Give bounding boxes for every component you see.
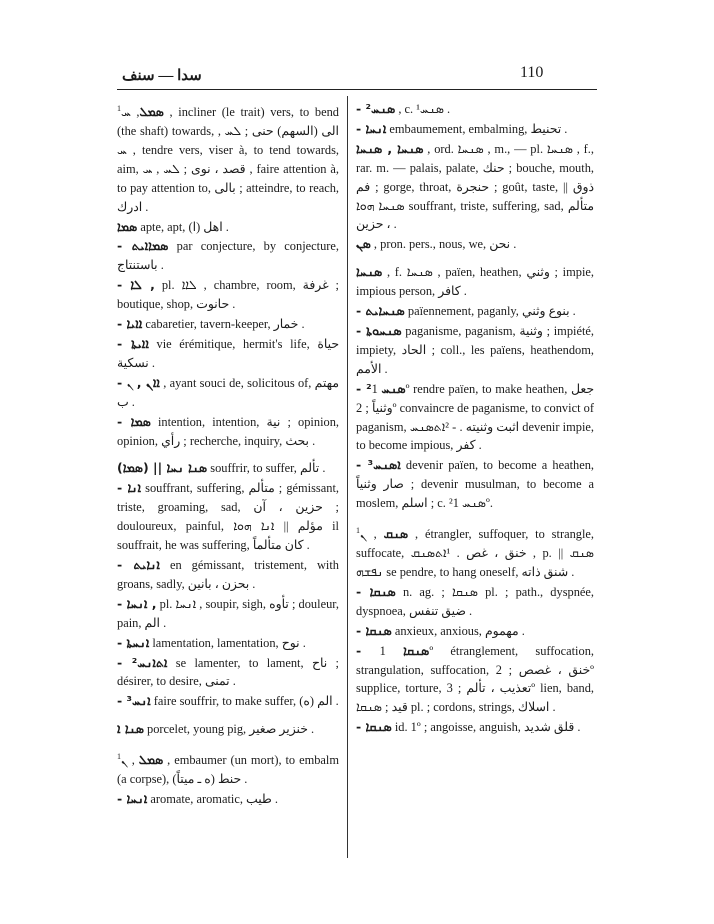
definition-text: , ܚ , incliner (le trait) vers, to bend (the shaft) towards, الى (السهم) حنى ; ܠܚ , ܚ , tendre vers, viser à, to tend towards, aim, قصد ، نوى ; ܠܚ , ܚ , faire attention à, to pay attention to, بالى ; atteindre, to reach, ادرك . bbox=[117, 105, 339, 214]
headword: - ܣܢܩܐ bbox=[356, 622, 392, 638]
homonym-number: 1 bbox=[356, 526, 360, 536]
definition-text: souffrir, to suffer, تألم . bbox=[207, 461, 326, 476]
definition-text: , c. ¹ܣܢܚ . bbox=[395, 102, 451, 116]
headword: - ܐܢܚܬܐ bbox=[117, 634, 150, 650]
definition-text: n. ag. ; ܣܢܩܐ pl. ; path., dyspnée, dyspnoea, ضيق تنفس . bbox=[356, 584, 594, 618]
definition-text: aromate, aromatic, طيب . bbox=[147, 792, 279, 807]
homonym-number: 1 bbox=[117, 104, 121, 113]
dictionary-entry bbox=[356, 322, 594, 379]
dictionary-entry bbox=[117, 276, 339, 314]
headword: ܣܢܩ bbox=[383, 526, 409, 542]
definition-text: embaumement, embalming, تحنيط . bbox=[386, 121, 568, 136]
headword: - ܣܡܐܐܝܬ bbox=[117, 238, 169, 254]
headword: - ܣܢܩܐ bbox=[356, 583, 396, 599]
dictionary-entry bbox=[117, 692, 339, 711]
headword: - ܐܐܝܬܐ bbox=[117, 336, 149, 351]
definition-text: ܢ , ayant souci de, solicitous of, مهتم ب . bbox=[117, 375, 340, 409]
headword: - ²ܣܢܚ bbox=[356, 101, 396, 116]
dictionary-entry bbox=[356, 140, 594, 235]
column-divider bbox=[347, 96, 348, 858]
headword: ܣܢ bbox=[356, 236, 371, 252]
definition-text: faire souffrir, to make suffer, الم (ه) . bbox=[150, 694, 339, 709]
headword: - ܐܢܚܐ bbox=[117, 791, 148, 807]
dictionary-entry bbox=[356, 120, 594, 139]
dictionary-entry bbox=[117, 654, 339, 692]
definition-text: , ord. ܣܢܚܐ , m., — pl. ܣܢܚܐ , f., rar. m. — palais, palate, حنك ; bouche, mouth, فم ; gorge, throat, حنجرة ; goût, taste, ذوق || ܣܢܚܐ ܗܘܐ souffrant, triste, suffering, sad, متألم ، حزين . bbox=[356, 141, 595, 232]
right-column bbox=[356, 100, 594, 738]
definition-text: par conjecture, by conjecture, باستنتاج . bbox=[117, 239, 339, 273]
definition-text: pl. ܠܐܐ , chambre, room, غرفة ; boutique, shop, حانوت . bbox=[117, 278, 339, 312]
dictionary-entry bbox=[117, 556, 339, 594]
headword: - ܐܢܐ bbox=[117, 480, 142, 496]
definition-text: en gémissant, tristement, with groans, sadly, بحزن ، بانين . bbox=[117, 557, 339, 591]
dictionary-entry bbox=[117, 374, 339, 412]
dictionary-entry bbox=[356, 456, 594, 513]
definition-text: anxieux, anxious, مهموم . bbox=[391, 623, 525, 638]
dictionary-entry bbox=[117, 634, 339, 653]
definition-text: paganisme, paganism, وثنية ; impiété, impiety, الحاد ; coll., les païens, heathendom, الأمم . bbox=[356, 323, 594, 376]
headword: - ܠܐ , bbox=[117, 277, 155, 293]
dictionary-entry bbox=[117, 720, 339, 739]
headword: - ²ܐܬܐܢܚ bbox=[117, 654, 168, 670]
running-head: سدا — سنف bbox=[122, 68, 202, 84]
page-number: 110 bbox=[520, 64, 544, 81]
definition-text: souffrant, suffering, متألم ; gémissant, triste, groaming, sad, حزين ، آن ; douloureux, painful, مؤلم || ܐܢܐ ܗܘܐ il souffrait, he was suffering, كان متألماً . bbox=[117, 481, 340, 553]
dictionary-entry bbox=[356, 622, 594, 641]
dictionary-entry bbox=[117, 100, 339, 217]
definition-text: , ܢ , étrangler, suffoquer, to strangle, suffocate, خنق ، غص . ¹ܐܬܣܢܩ , p. || ܣܢܩ ܢܦܫܗ se pendre, to hang oneself, شنق ذاته . bbox=[356, 527, 595, 579]
headword: - ܣܢܩܐ bbox=[356, 719, 392, 735]
headword: - ܣܢܩܐ bbox=[356, 642, 430, 658]
dictionary-entry bbox=[356, 380, 594, 456]
dictionary-entry bbox=[117, 315, 339, 334]
dictionary-entry bbox=[117, 335, 339, 373]
headword: - ³ܐܢܚ bbox=[117, 693, 151, 709]
headword: ܣܡܠ bbox=[139, 104, 164, 120]
headword: - ²ܣܢܚ bbox=[356, 380, 406, 396]
definition-text: pl. ܐܢܚܐ , soupir, sigh, تأوه ; douleur, pain, الم . bbox=[117, 596, 339, 630]
definition-text: apte, apt, اهل (ا) . bbox=[137, 219, 229, 234]
dictionary-entry bbox=[356, 302, 594, 321]
dictionary-entry bbox=[117, 237, 339, 275]
headword: - ܐܐܝܐ bbox=[117, 316, 143, 332]
definition-text: , ܢ , embaumer (un mort), to embalm (a corpse), حنط (ه ـ ميتاً) . bbox=[117, 753, 339, 787]
headword: ܣܢܚܐ , ܣܢܚܐ bbox=[356, 140, 424, 156]
headword: ܣܡܐ bbox=[117, 218, 138, 234]
definition-text: cabaretier, tavern-keeper, خمار . bbox=[142, 317, 305, 332]
headword: - ܣܡܐ bbox=[117, 413, 151, 429]
definition-text: païennement, paganly, بنوع وثني . bbox=[404, 304, 576, 319]
definition-text: , f. ܣܢܚܐ , païen, heathen, وثني ; impie, impious person, كافر . bbox=[356, 265, 594, 299]
dictionary-entry bbox=[117, 790, 339, 809]
definition-text: se lamenter, to lament, ناح ; désirer, to desire, تمنى . bbox=[117, 655, 339, 689]
definition-text: 1º étranglement, suffocation, strangulation, suffocation, خنق ، غصص ; 2º supplice, torture, تعذيب ، تألم ; 3º lien, band, قيد ; ܣܢܩܐ pl. ; cordons, strings, اسلاك . bbox=[356, 643, 595, 715]
dictionary-entry bbox=[356, 642, 594, 718]
headword: ܣܢܐ ܐ bbox=[117, 721, 144, 737]
dictionary-entry bbox=[117, 748, 339, 789]
dictionary-entry bbox=[117, 479, 339, 555]
headword: - ܐܐܢ , bbox=[117, 374, 160, 390]
definition-text: devenir païen, to become a heathen, صار وثنياً ; devenir musulman, to become a moslem, اسلم ; c. ²ܣܢܚ 1º. bbox=[356, 458, 594, 511]
headword: - ܐܢܚܐ , bbox=[117, 595, 157, 611]
headword: - ܣܢܚܐܝܬ bbox=[356, 303, 405, 319]
header-rule bbox=[117, 89, 597, 90]
dictionary-entry bbox=[117, 413, 339, 451]
headword: - ܐܢܐܝܬ bbox=[117, 556, 160, 572]
dictionary-entry bbox=[117, 459, 339, 478]
headword: ܣܢܚܐ bbox=[356, 264, 383, 280]
headword: (ܣܡܐ) || ܣܢܐ ܢܚܐ bbox=[117, 460, 208, 476]
headword: - ³ܐܣܢܚ bbox=[356, 457, 401, 473]
definition-text: porcelet, young pig, خنزير صغير . bbox=[143, 722, 315, 737]
definition-text: lamentation, lamentation, نوح . bbox=[149, 635, 306, 650]
definition-text: , pron. pers., nous, we, نحن . bbox=[370, 237, 517, 252]
headword: - ܐܢܚܐ bbox=[356, 120, 387, 136]
dictionary-entry bbox=[117, 218, 339, 237]
headword: ܣܡܠ bbox=[138, 752, 164, 768]
dictionary-entry bbox=[356, 263, 594, 301]
definition-text: intention, intention, نية ; opinion, opinion, رأي ; recherche, inquiry, بحث . bbox=[117, 414, 339, 448]
dictionary-entry bbox=[117, 595, 339, 633]
dictionary-entry bbox=[356, 718, 594, 737]
headword: - ܣܢܚܘܬܐ bbox=[356, 322, 402, 338]
homonym-number: 1 bbox=[117, 752, 121, 762]
dictionary-entry bbox=[356, 100, 594, 119]
left-column bbox=[117, 100, 339, 810]
definition-text: 1º rendre païen, to make heathen, جعل وثنياً ; 2º convaincre de paganisme, to convict of paganism, اثبت وثنيته . - ²ܐܬܣܢܚ devenir impie, to become impious, كفر . bbox=[356, 381, 594, 453]
definition-text: id. 1º ; angoisse, anguish, قلق شديد . bbox=[391, 720, 581, 735]
definition-text: vie érémitique, hermit's life, حياة نسكية . bbox=[117, 337, 340, 370]
dictionary-entry bbox=[356, 522, 594, 582]
dictionary-entry bbox=[356, 235, 594, 254]
dictionary-entry bbox=[356, 583, 594, 621]
